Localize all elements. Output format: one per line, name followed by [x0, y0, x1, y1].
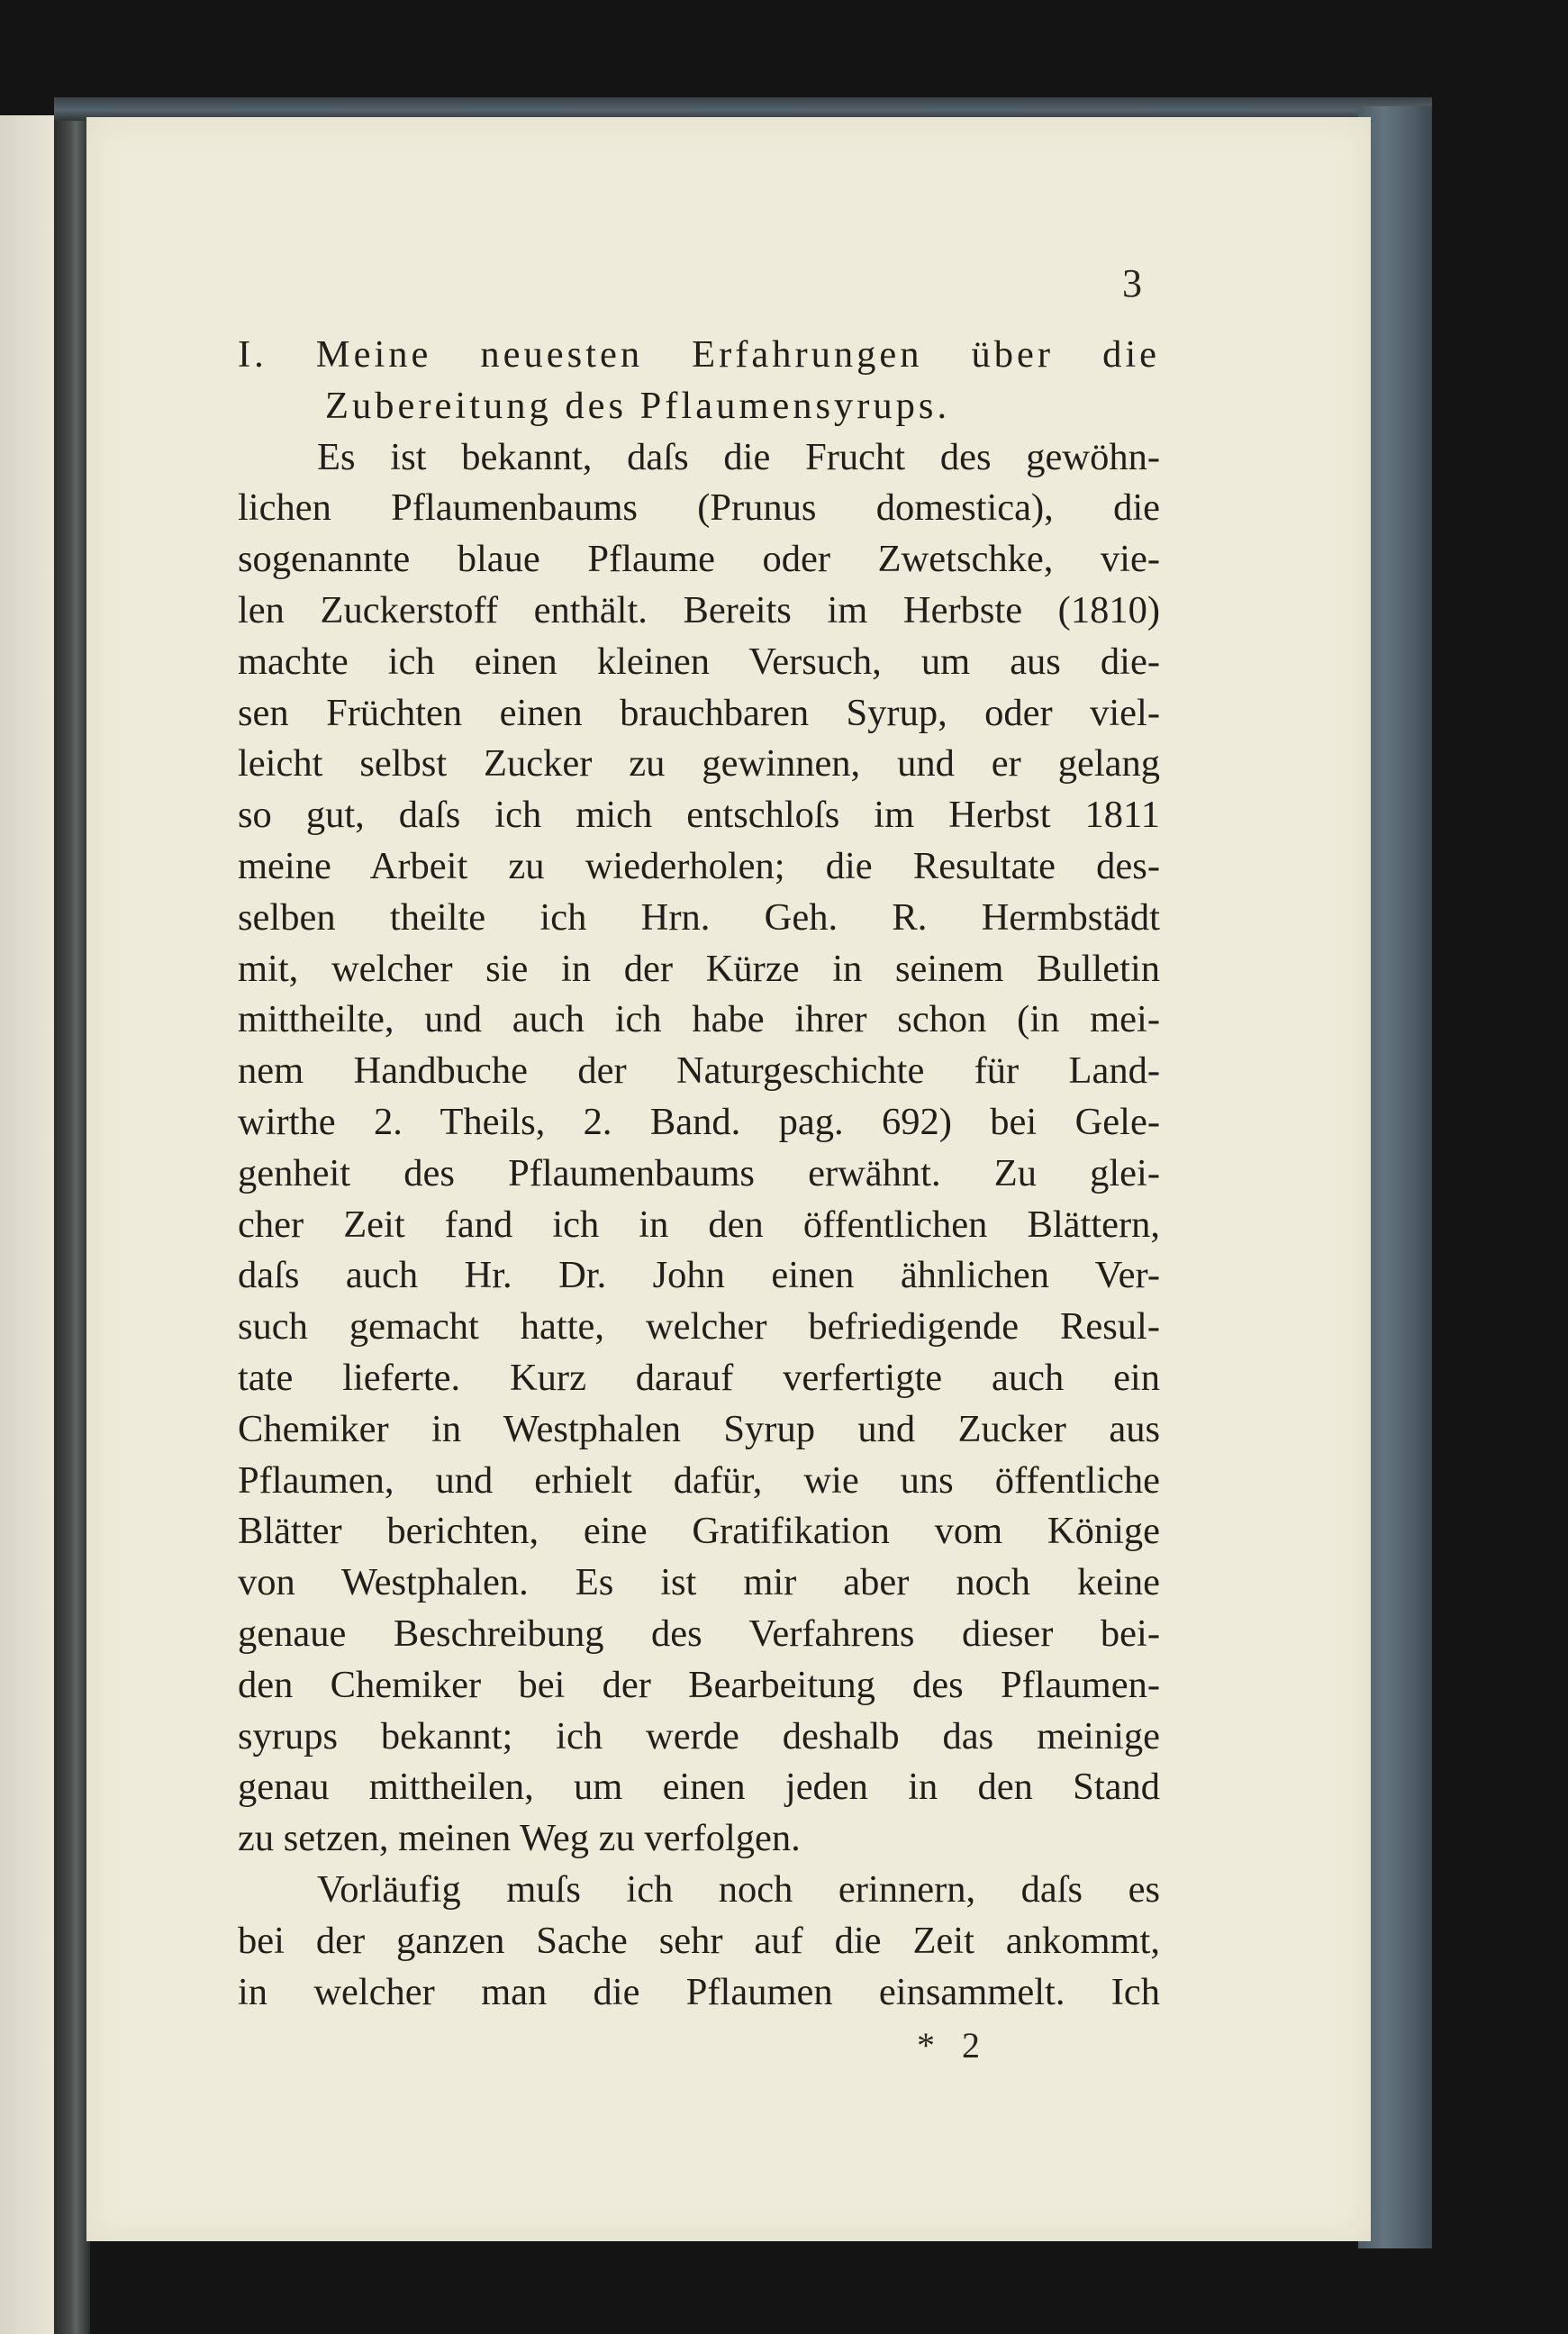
text-line: genau mittheilen, um einen jeden in den Stand: [238, 1766, 1160, 1809]
text-line: syrups bekannt; ich werde deshalb das meinige: [238, 1714, 1160, 1757]
text-line: such gemacht hatte, welcher befriedigende Resul-: [238, 1305, 1160, 1349]
text-line: mittheilte, und auch ich habe ihrer schon (in mei-: [238, 998, 1160, 1041]
signature-mark: * 2: [917, 2025, 989, 2066]
text-line: nem Handbuche der Naturgeschichte für Land-: [238, 1049, 1160, 1093]
heading-line-1: I. Meine neuesten Erfahrungen über die: [238, 333, 1160, 376]
text-line: sen Früchten einen brauchbaren Syrup, oder viel-: [238, 691, 1160, 734]
text-line: leicht selbst Zucker zu gewinnen, und er gelang: [238, 742, 1160, 786]
text-line: genheit des Pflaumenbaums erwähnt. Zu glei-: [238, 1151, 1160, 1194]
text-line: zu setzen, meinen Weg zu verfolgen.: [238, 1817, 801, 1860]
text-line: in welcher man die Pflaumen einsammelt. Ich: [238, 1970, 1160, 2013]
text-line: so gut, daſs ich mich entschloſs im Herbst 1811: [238, 794, 1160, 837]
text-line: Vorläufig muſs ich noch erinnern, daſs es: [317, 1867, 1160, 1911]
text-line: von Westphalen. Es ist mir aber noch keine: [238, 1561, 1160, 1604]
heading-line-2: Zubereitung des Pflaumensyrups.: [325, 384, 951, 427]
text-line: cher Zeit fand ich in den öffentlichen Blättern,: [238, 1203, 1160, 1246]
text-line: len Zuckerstoff enthält. Bereits im Herbste (1810): [238, 588, 1160, 631]
text-line: den Chemiker bei der Bearbeitung des Pflaumen-: [238, 1663, 1160, 1706]
text-line: bei der ganzen Sache sehr auf die Zeit ankommt,: [238, 1919, 1160, 1962]
text-line: daſs auch Hr. Dr. John einen ähnlichen Ver-: [238, 1254, 1160, 1297]
text-line: sogenannte blaue Pflaume oder Zwetschke, vie-: [238, 538, 1160, 581]
text-line: tate lieferte. Kurz darauf verfertigte auch ein: [238, 1356, 1160, 1399]
book-gutter: [54, 106, 90, 2334]
text-block: [238, 330, 1160, 2018]
text-line: machte ich einen kleinen Versuch, um aus die-: [238, 640, 1160, 683]
text-line: mit, welcher sie in der Kürze in seinem Bulletin: [238, 947, 1160, 990]
page-number: 3: [1122, 261, 1142, 305]
text-line: selben theilte ich Hrn. Geh. R. Hermbstädt: [238, 895, 1160, 939]
text-line: Chemiker in Westphalen Syrup und Zucker aus: [238, 1407, 1160, 1450]
text-line: lichen Pflaumenbaums (Prunus domestica), die: [238, 486, 1160, 530]
text-line: Pflaumen, und erhielt dafür, wie uns öffentliche: [238, 1458, 1160, 1502]
text-line: Blätter berichten, eine Gratifikation vom Könige: [238, 1510, 1160, 1553]
text-line: genaue Beschreibung des Verfahrens dieser bei-: [238, 1612, 1160, 1655]
text-line: meine Arbeit zu wiederholen; die Resultate des-: [238, 844, 1160, 887]
text-line: wirthe 2. Theils, 2. Band. pag. 692) bei Gele-: [238, 1100, 1160, 1143]
text-line: Es ist bekannt, daſs die Frucht des gewöhn-: [317, 435, 1160, 478]
